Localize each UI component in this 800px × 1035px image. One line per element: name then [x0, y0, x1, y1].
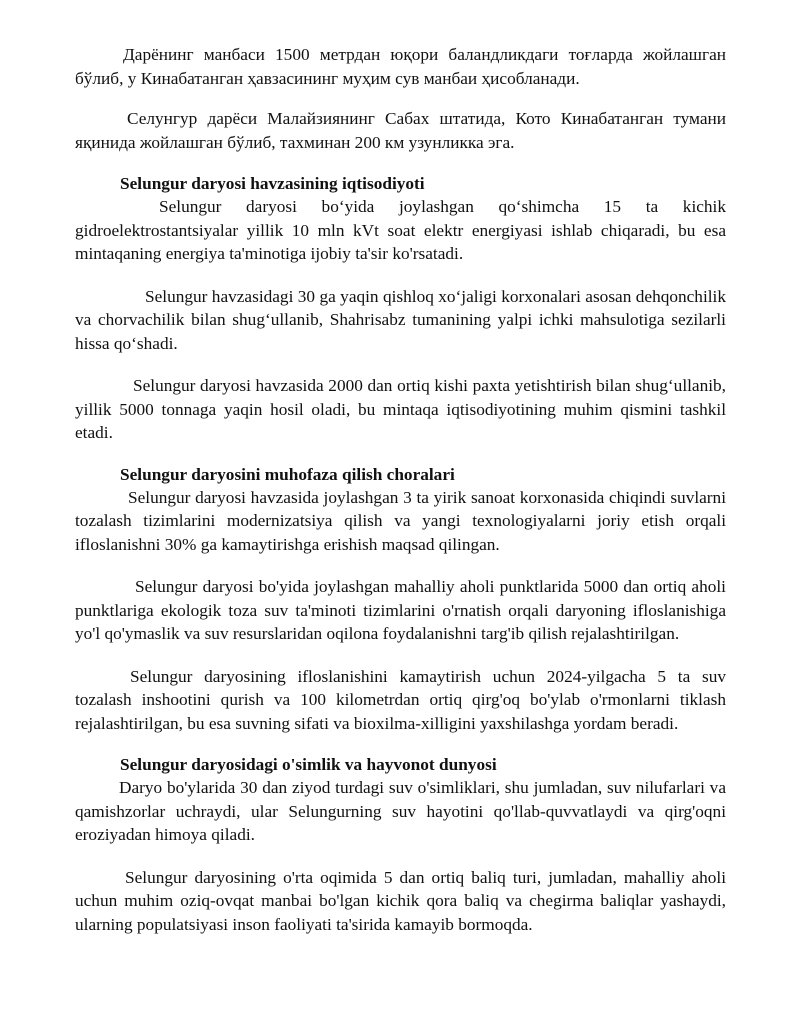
intro-paragraph-1: Дарёнинг манбаси 1500 метрдан юқори баландликдаги тоғларда жойлашган бўлиб, у Кинабатанган ҳавзасининг муҳим сув манбаи ҳисобланади. — [75, 45, 726, 88]
flora-fauna-paragraph-1: Daryo bo'ylarida 30 dan ziyod turdagi suv o'simliklari, shu jumladan, suv nilufarlari va qamishzorlar uchraydi, ular Selungurning suv hayotini qo'llab-quvvatlaydi va qirg'oqni eroziyadan himoya qiladi. — [75, 778, 726, 844]
section-heading-economy: Selungur daryosi havzasining iqtisodiyoti — [120, 174, 425, 193]
intro-paragraph-2: Селунгур дарёси Малайзиянинг Сабах штатида, Кото Кинабатанган тумани яқинида жойлашган бўлиб, тахминан 200 км узунликка эга. — [75, 109, 726, 152]
protection-paragraph-3: Selungur daryosining ifloslanishini kamaytirish uchun 2024-yilgacha 5 ta suv tozalash inshootini qurish va 100 kilometrdan ortiq qirg'oq bo'ylab o'rmonlarni tiklash rejalashtirilgan, bu esa suvning sifati va bioxilma-xilligini yaxshilashga yordam beradi. — [75, 666, 726, 733]
section-heading-flora-fauna: Selungur daryosidagi o'simlik va hayvonot dunyosi — [120, 755, 497, 774]
document-page — [75, 43, 726, 955]
economy-paragraph-3: Selungur daryosi havzasida 2000 dan ortiq kishi paxta yetishtirish bilan shug‘ullanib, yillik 5000 tonnaga yaqin hosil oladi, bu mintaqa iqtisodiyotining muhim qismini tashkil etadi. — [75, 376, 726, 442]
economy-paragraph-2: Selungur havzasidagi 30 ga yaqin qishloq xo‘jaligi korxonalari asosan dehqonchilik va chorvachilik bilan shug‘ullanib, Shahrisabz tumanining yalpi ichki mahsulotiga sezilarli hissa qo‘shadi. — [75, 286, 726, 353]
section-heading-protection: Selungur daryosini muhofaza qilish choralari — [120, 464, 455, 484]
protection-paragraph-1: Selungur daryosi havzasida joylashgan 3 ta yirik sanoat korxonasida chiqindi suvlarni tozalash tizimlarini modernizatsiya qilish va yangi texnologiyalarni joriy etish orqali ifloslanishni 30% ga kamaytirishga erishish maqsad qilingan. — [75, 487, 726, 554]
flora-fauna-paragraph-2: Selungur daryosining o'rta oqimida 5 dan ortiq baliq turi, jumladan, mahalliy aholi uchun muhim oziq-ovqat manbai bo'lgan kichik qora baliq va chegirma baliqlar yashaydi, ularning populatsiyasi inson faoliyati ta'sirida kamayib bormoqda. — [75, 867, 726, 934]
protection-paragraph-2: Selungur daryosi bo'yida joylashgan mahalliy aholi punktlarida 5000 dan ortiq aholi punktlariga ekologik toza suv ta'minoti tizimlarini o'rnatish orqali daryoning ifloslanishiga yo'l qo'ymaslik va suv resurslaridan oqilona foydalanishni targ'ib qilish rejalashtirilgan. — [75, 577, 726, 643]
economy-paragraph-1: Selungur daryosi bo‘yida joylashgan qo‘shimcha 15 ta kichik gidroelektrostantsiyalar yillik 10 mln kVt soat elektr energiyasi ishlab chiqaradi, bu esa mintaqaning energiya ta'minotiga ijobiy ta'sir ko'rsatadi. — [75, 197, 726, 263]
